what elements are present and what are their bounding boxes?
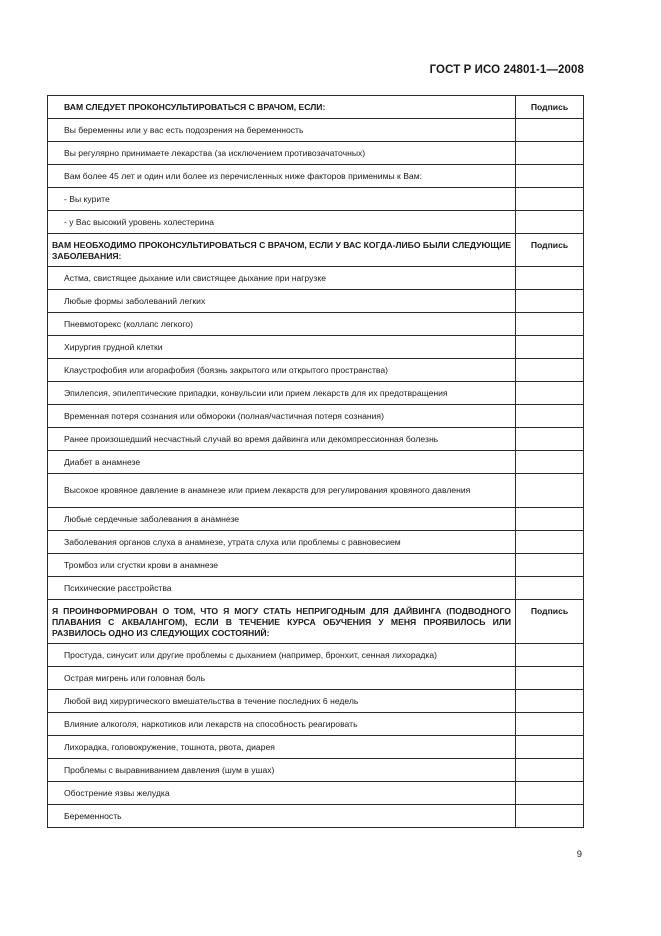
table-row [48,508,584,531]
condition-text: Эпилепсия, эпилептические припадки, конвульсии или прием лекарств для их предотвращения [48,382,516,405]
table-row [48,405,584,428]
signature-cell[interactable] [516,577,584,600]
table-row [48,759,584,782]
condition-text: Проблемы с выравниванием давления (шум в ушах) [48,759,516,782]
signature-cell[interactable] [516,736,584,759]
condition-text: Тромбоз или сгустки крови в анамнезе [48,554,516,577]
table-row [48,736,584,759]
table-row [48,713,584,736]
table-row [48,474,584,508]
signature-cell[interactable] [516,119,584,142]
signature-cell[interactable] [516,690,584,713]
table-row [48,531,584,554]
table-row [48,290,584,313]
section-header [48,96,584,119]
signature-cell[interactable] [516,474,584,508]
section-title: ВАМ НЕОБХОДИМО ПРОКОНСУЛЬТИРОВАТЬСЯ С ВРАЧОМ, ЕСЛИ У ВАС КОГДА-ЛИБО БЫЛИ СЛЕДУЮЩИЕ ЗАБОЛЕВАНИЯ: [48,234,516,267]
condition-text: Беременность [48,805,516,828]
signature-cell[interactable] [516,667,584,690]
condition-text: Вы беременны или у вас есть подозрения на беременность [48,119,516,142]
condition-text: Острая мигрень или головная боль [48,667,516,690]
signature-cell[interactable] [516,359,584,382]
condition-text: Клаустрофобия или агорафобия (боязнь закрытого или открытого пространства) [48,359,516,382]
table-row [48,359,584,382]
signature-cell[interactable] [516,805,584,828]
table-row [48,428,584,451]
signature-label: Подпись [516,600,584,644]
condition-text: Обострение язвы желудка [48,782,516,805]
table-row [48,805,584,828]
section-header [48,234,584,267]
condition-text: Влияние алкоголя, наркотиков или лекарств на способность реагировать [48,713,516,736]
condition-text: Психические расстройства [48,577,516,600]
signature-cell[interactable] [516,188,584,211]
table-row [48,211,584,234]
condition-text: Вы регулярно принимаете лекарства (за исключением противозачаточных) [48,142,516,165]
table-row [48,313,584,336]
table-row [48,119,584,142]
table-row [48,142,584,165]
condition-text: Диабет в анамнезе [48,451,516,474]
signature-label: Подпись [516,96,584,119]
section-title: ВАМ СЛЕДУЕТ ПРОКОНСУЛЬТИРОВАТЬСЯ С ВРАЧОМ, ЕСЛИ: [48,96,516,119]
section-title: Я ПРОИНФОРМИРОВАН О ТОМ, ЧТО Я МОГУ СТАТЬ НЕПРИГОДНЫМ ДЛЯ ДАЙВИНГА (ПОДВОДНОГО ПЛАВАНИЯ С АКВАЛАНГОМ), ЕСЛИ В ТЕЧЕНИЕ КУРСА ОБУЧЕНИЯ У МЕНЯ ПРОЯВИЛОСЬ ИЛИ РАЗВИЛОСЬ ОДНО ИЗ СЛЕДУЮЩИХ СОСТОЯНИЙ: [48,600,516,644]
signature-label: Подпись [516,234,584,267]
signature-cell[interactable] [516,267,584,290]
condition-text: Любые формы заболеваний легких [48,290,516,313]
medical-questionnaire-table [47,95,584,828]
table-row [48,451,584,474]
section-header [48,600,584,644]
condition-text: Астма, свистящее дыхание или свистящее дыхание при нагрузке [48,267,516,290]
table-row [48,336,584,359]
condition-text: Высокое кровяное давление в анамнезе или прием лекарств для регулирования кровяного давления [48,474,516,508]
condition-text: Заболевания органов слуха в анамнезе, утрата слуха или проблемы с равновесием [48,531,516,554]
condition-text: - у Вас высокий уровень холестерина [48,211,516,234]
condition-text: Простуда, синусит или другие проблемы с дыханием (например, бронхит, сенная лихорадка) [48,644,516,667]
condition-text: - Вы курите [48,188,516,211]
table-row [48,267,584,290]
table-row [48,644,584,667]
table-row [48,188,584,211]
signature-cell[interactable] [516,382,584,405]
signature-cell[interactable] [516,508,584,531]
document-code: ГОСТ Р ИСО 24801-1—2008 [429,64,584,76]
signature-cell[interactable] [516,759,584,782]
signature-cell[interactable] [516,211,584,234]
signature-cell[interactable] [516,428,584,451]
signature-cell[interactable] [516,713,584,736]
table-row [48,165,584,188]
condition-text: Вам более 45 лет и один или более из перечисленных ниже факторов применимы к Вам: [48,165,516,188]
condition-text: Хирургия грудной клетки [48,336,516,359]
signature-cell[interactable] [516,405,584,428]
page-number: 9 [576,849,582,860]
table-row [48,382,584,405]
condition-text: Любой вид хирургического вмешательства в течение последних 6 недель [48,690,516,713]
table-row [48,554,584,577]
signature-cell[interactable] [516,290,584,313]
signature-cell[interactable] [516,313,584,336]
signature-cell[interactable] [516,554,584,577]
signature-cell[interactable] [516,451,584,474]
signature-cell[interactable] [516,644,584,667]
signature-cell[interactable] [516,531,584,554]
signature-cell[interactable] [516,165,584,188]
table-row [48,782,584,805]
condition-text: Пневмоторекс (коллапс легкого) [48,313,516,336]
signature-cell[interactable] [516,336,584,359]
condition-text: Ранее произошедший несчастный случай во время дайвинга или декомпрессионная болезнь [48,428,516,451]
table-row [48,690,584,713]
signature-cell[interactable] [516,782,584,805]
condition-text: Лихорадка, головокружение, тошнота, рвота, диарея [48,736,516,759]
signature-cell[interactable] [516,142,584,165]
condition-text: Любые сердечные заболевания в анамнезе [48,508,516,531]
table-row [48,667,584,690]
table-row [48,577,584,600]
condition-text: Временная потеря сознания или обмороки (полная/частичная потеря сознания) [48,405,516,428]
